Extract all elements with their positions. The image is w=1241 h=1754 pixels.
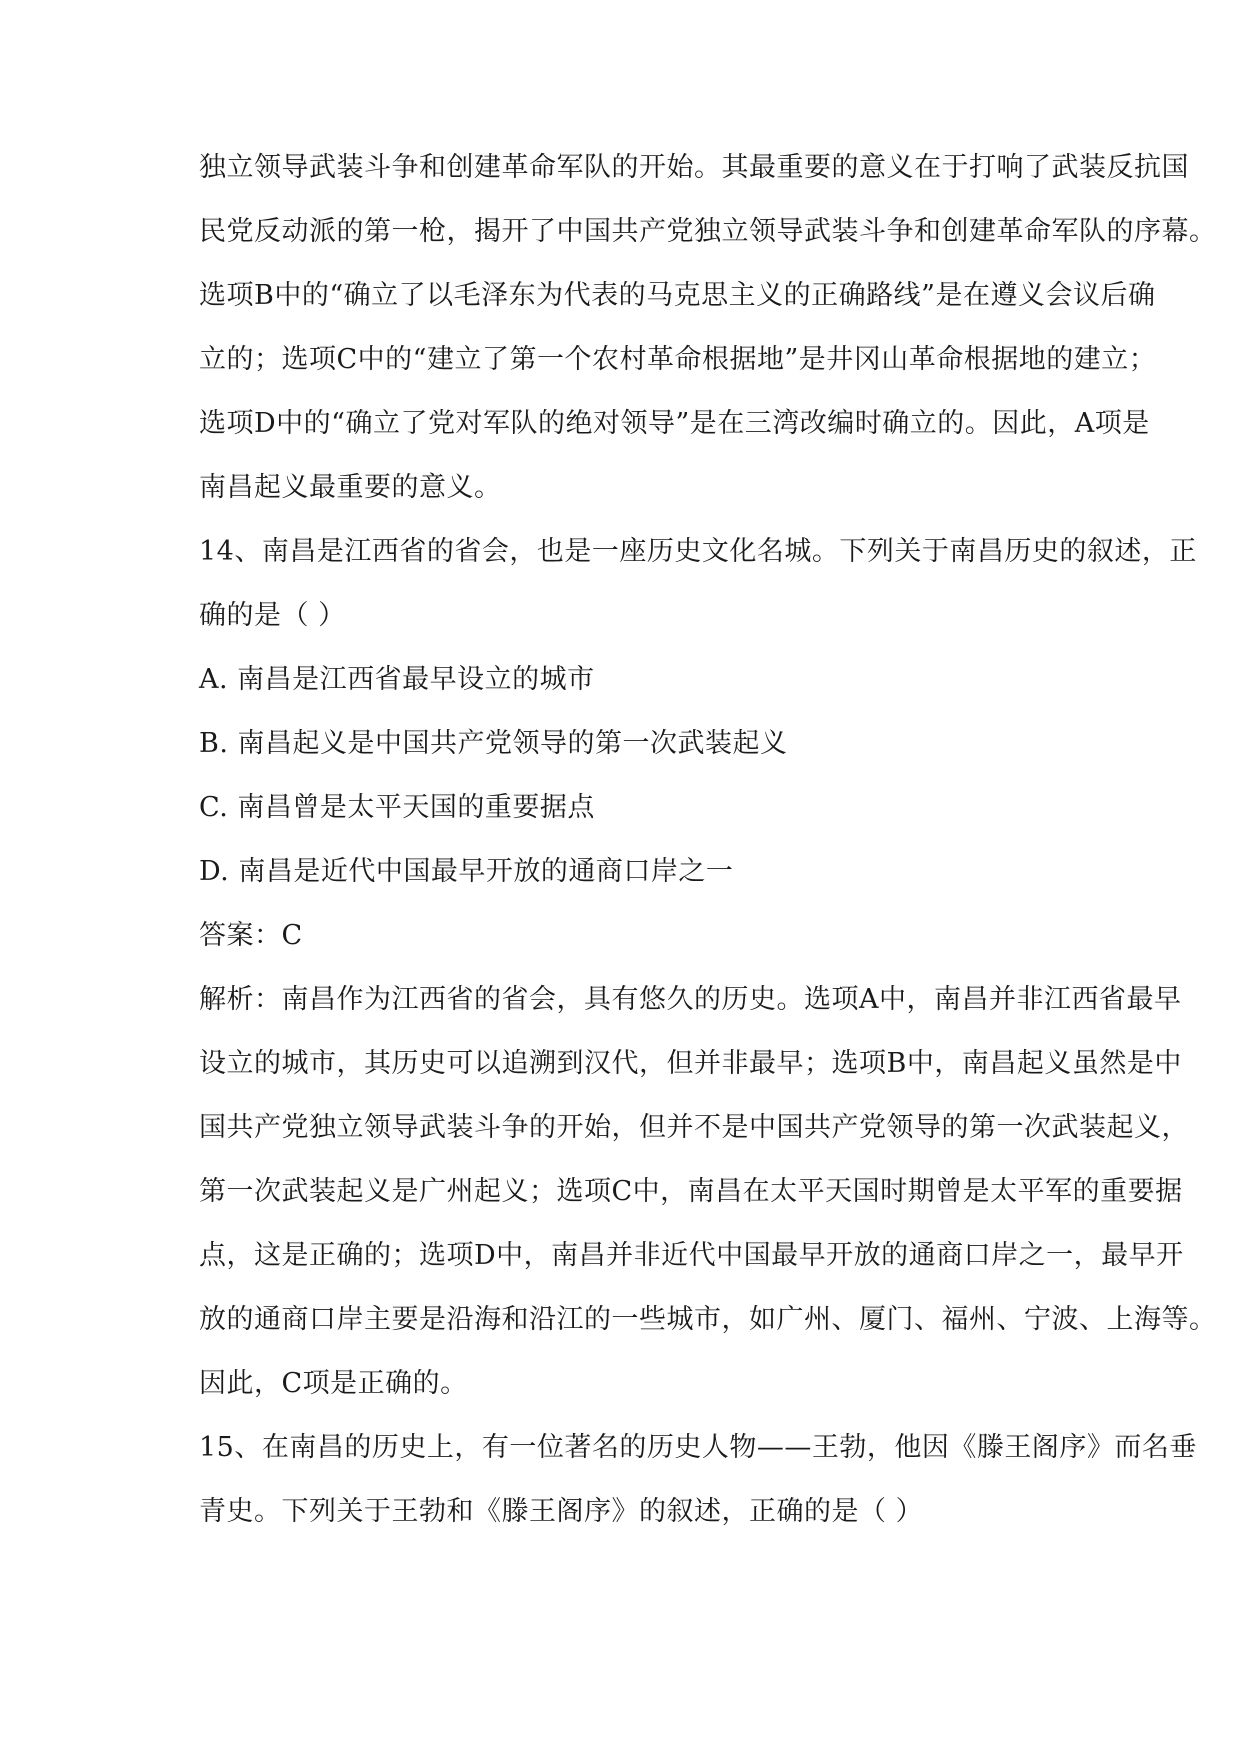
text-line-6: 南昌起义最重要的意义。 [199, 472, 502, 503]
question-14-option-b: B. 南昌起义是中国共产党领导的第一次武装起义 [199, 728, 788, 759]
question-14-analysis-line-2: 设立的城市，其历史可以追溯到汉代，但并非最早；选项B中，南昌起义虽然是中 [199, 1048, 1182, 1079]
question-14-analysis-line-4: 第一次武装起义是广州起义；选项C中，南昌在太平天国时期曾是太平军的重要据 [199, 1176, 1183, 1207]
question-15-stem-line-1: 15、在南昌的历史上，有一位著名的历史人物——王勃，他因《滕王阁序》而名垂 [199, 1432, 1197, 1463]
text-line-5: 选项D中的“确立了党对军队的绝对领导”是在三湾改编时确立的。因此，A项是 [199, 408, 1150, 439]
question-15-stem-line-2: 青史。下列关于王勃和《滕王阁序》的叙述，正确的是（ ） [199, 1496, 924, 1527]
question-14-stem-line-2: 确的是（ ） [199, 600, 346, 631]
question-14-stem-line-1: 14、南昌是江西省的省会，也是一座历史文化名城。下列关于南昌历史的叙述，正 [199, 536, 1197, 567]
text-line-2: 民党反动派的第一枪，揭开了中国共产党独立领导武装斗争和创建革命军队的序幕。 [199, 216, 1217, 247]
question-14-analysis-line-3: 国共产党独立领导武装斗争的开始，但并不是中国共产党领导的第一次武装起义， [199, 1112, 1189, 1143]
question-14-option-d: D. 南昌是近代中国最早开放的通商口岸之一 [199, 856, 734, 887]
text-line-1: 独立领导武装斗争和创建革命军队的开始。其最重要的意义在于打响了武装反抗国 [199, 152, 1189, 183]
question-14-analysis-line-7: 因此，C项是正确的。 [199, 1368, 468, 1399]
question-14-analysis-line-6: 放的通商口岸主要是沿海和沿江的一些城市，如广州、厦门、福州、宁波、上海等。 [199, 1304, 1217, 1335]
text-line-4: 立的；选项C中的“建立了第一个农村革命根据地”是井冈山革命根据地的建立； [199, 344, 1157, 375]
question-14-answer: 答案：C [199, 920, 303, 951]
question-14-option-c: C. 南昌曾是太平天国的重要据点 [199, 792, 595, 823]
question-14-analysis-line-1: 解析：南昌作为江西省的省会，具有悠久的历史。选项A中，南昌并非江西省最早 [199, 984, 1182, 1015]
text-line-3: 选项B中的“确立了以毛泽东为代表的马克思主义的正确路线”是在遵义会议后确 [199, 280, 1156, 311]
question-14-option-a: A. 南昌是江西省最早设立的城市 [199, 664, 595, 695]
question-14-analysis-line-5: 点，这是正确的；选项D中，南昌并非近代中国最早开放的通商口岸之一，最早开 [199, 1240, 1184, 1271]
